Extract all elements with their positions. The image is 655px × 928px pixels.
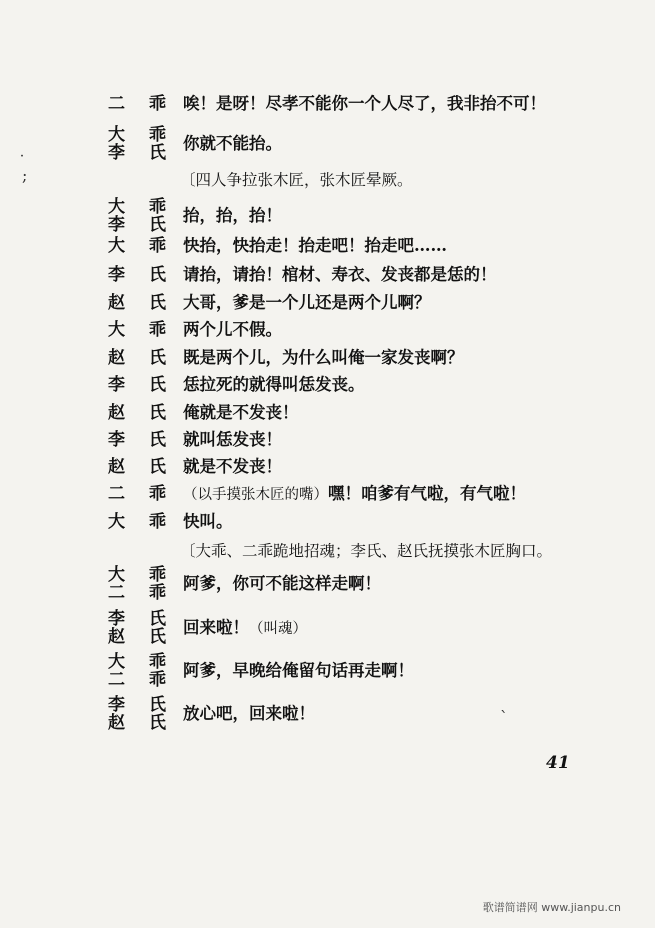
spoken-text: 快叫。 [183, 512, 233, 531]
speaker-label [108, 430, 166, 450]
speaker-char: 二 [108, 484, 125, 504]
speaker-label [108, 293, 166, 313]
speaker-char: 乖 [149, 236, 166, 256]
dialogue-text [183, 457, 615, 477]
spoken-text: 唉！是呀！尽孝不能你一个人尽了，我非抬不可！ [183, 94, 546, 113]
speaker-char: 大 [108, 197, 125, 217]
spoken-text: 大哥，爹是一个儿还是两个儿啊？ [183, 293, 431, 312]
speaker-char: 氏 [149, 457, 166, 477]
speaker-char: 大 [108, 236, 125, 256]
speaker-char: 氏 [149, 609, 166, 629]
speaker-label [108, 512, 166, 532]
speaker-char: 赵 [108, 627, 125, 647]
speaker-char: 乖 [149, 670, 166, 690]
speaker-char: 氏 [149, 265, 166, 285]
speaker-char: 赵 [108, 713, 125, 733]
speaker-label [108, 265, 166, 285]
speaker-char: 氏 [149, 293, 166, 313]
speaker-label [108, 375, 166, 395]
speaker-label [108, 653, 166, 689]
speaker-char: 赵 [108, 293, 125, 313]
speaker-label [108, 126, 166, 162]
speaker-char: 李 [108, 695, 125, 715]
dialogue-text [183, 574, 615, 594]
speaker-char: 氏 [149, 713, 166, 733]
speaker-char: 赵 [108, 403, 125, 423]
speaker-label [108, 484, 166, 504]
spoken-text: 放心吧，回来啦！ [183, 704, 315, 723]
margin-mark: ; [22, 166, 28, 185]
margin-mark: ` [500, 708, 508, 727]
speaker-char: 乖 [149, 197, 166, 217]
stage-direction: 〔大乖、二乖跪地招魂；李氏、赵氏抚摸张木匠胸口。 [180, 542, 553, 560]
speaker-label [108, 236, 166, 256]
spoken-text: 俺就是不发丧！ [183, 403, 299, 422]
margin-mark: ˙ [18, 152, 26, 171]
speaker-char: 乖 [149, 652, 166, 672]
speaker-char: 氏 [149, 375, 166, 395]
spoken-text: 请抬，请抬！棺材、寿衣、发丧都是恁的！ [183, 265, 497, 284]
speaker-label [108, 566, 166, 602]
spoken-text: 就是不发丧！ [183, 457, 282, 476]
inline-stage-direction: （叫魂） [249, 621, 307, 637]
speaker-char: 乖 [149, 512, 166, 532]
speaker-label [108, 348, 166, 368]
speaker-char: 氏 [149, 695, 166, 715]
speaker-label [108, 94, 166, 114]
spoken-text: 阿爹，你可不能这样走啊！ [183, 574, 381, 593]
speaker-char: 李 [108, 430, 125, 450]
spoken-text: 两个儿不假。 [183, 320, 282, 339]
speaker-char: 氏 [149, 143, 166, 163]
speaker-char: 乖 [149, 94, 166, 114]
speaker-char: 大 [108, 512, 125, 532]
spoken-text: 嘿！咱爹有气啦，有气啦！ [328, 484, 526, 503]
speaker-char: 大 [108, 125, 125, 145]
speaker-char: 乖 [149, 320, 166, 340]
speaker-char: 李 [108, 143, 125, 163]
speaker-char: 氏 [149, 215, 166, 235]
dialogue-text [183, 265, 615, 285]
speaker-char: 二 [108, 94, 125, 114]
spoken-text: 就叫恁发丧！ [183, 430, 282, 449]
speaker-char: 乖 [149, 565, 166, 585]
dialogue-text [183, 403, 615, 423]
speaker-char: 李 [108, 265, 125, 285]
speaker-char: 赵 [108, 457, 125, 477]
dialogue-text [183, 484, 615, 505]
spoken-text: 恁拉死的就得叫恁发丧。 [183, 375, 365, 394]
dialogue-text [183, 512, 615, 532]
spoken-text: 既是两个儿，为什么叫俺一家发丧啊？ [183, 348, 464, 367]
dialogue-text [183, 348, 615, 368]
dialogue-text [183, 293, 615, 313]
watermark-footer: 歌谱简谱网 www.jianpu.cn [482, 901, 621, 914]
spoken-text: 抬，抬，抬！ [183, 206, 282, 225]
speaker-char: 乖 [149, 125, 166, 145]
speaker-char: 氏 [149, 627, 166, 647]
speaker-char: 大 [108, 565, 125, 585]
speaker-char: 氏 [149, 430, 166, 450]
dialogue-text [183, 206, 615, 226]
speaker-char: 大 [108, 652, 125, 672]
speaker-label [108, 696, 166, 732]
speaker-label [108, 403, 166, 423]
speaker-char: 乖 [149, 583, 166, 603]
speaker-label [108, 457, 166, 477]
speaker-label [108, 610, 166, 646]
speaker-char: 氏 [149, 348, 166, 368]
dialogue-text [183, 134, 615, 154]
speaker-char: 大 [108, 320, 125, 340]
speaker-char: 赵 [108, 348, 125, 368]
inline-stage-direction: （以手摸张木匠的嘴） [183, 487, 328, 503]
dialogue-text [183, 94, 615, 114]
spoken-text: 阿爹，早晚给俺留句话再走啊！ [183, 661, 414, 680]
dialogue-text [183, 661, 615, 681]
speaker-char: 李 [108, 215, 125, 235]
spoken-text: 你就不能抬。 [183, 134, 282, 153]
speaker-char: 二 [108, 583, 125, 603]
dialogue-text [183, 618, 615, 639]
dialogue-text [183, 375, 615, 395]
speaker-char: 二 [108, 670, 125, 690]
speaker-label [108, 320, 166, 340]
dialogue-text [183, 430, 615, 450]
speaker-label [108, 198, 166, 234]
page-number: 41 [546, 753, 570, 773]
speaker-char: 李 [108, 609, 125, 629]
dialogue-text [183, 704, 615, 724]
dialogue-text [183, 320, 615, 340]
dialogue-text [183, 236, 615, 256]
spoken-text: 快抬，快抬走！抬走吧！抬走吧…… [183, 236, 447, 255]
speaker-char: 氏 [149, 403, 166, 423]
spoken-text: 回来啦！ [183, 618, 249, 637]
speaker-char: 李 [108, 375, 125, 395]
speaker-char: 乖 [149, 484, 166, 504]
stage-direction: 〔四人争拉张木匠，张木匠晕厥。 [180, 171, 413, 189]
